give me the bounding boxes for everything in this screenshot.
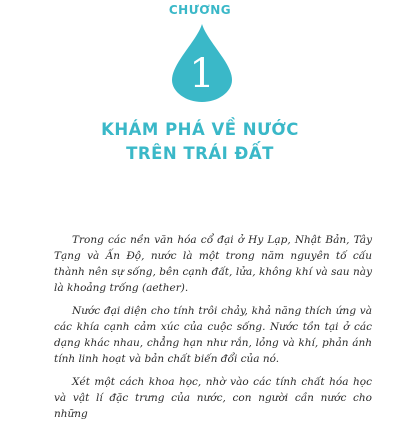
chapter-title xyxy=(0,118,400,166)
body-text xyxy=(54,232,372,429)
chapter-label: CHƯƠNG xyxy=(168,3,232,17)
chapter-number: 1 xyxy=(189,51,215,97)
chapter-title-line-2: TRÊN TRÁI ĐẤT xyxy=(126,144,274,163)
paragraph-2: Nước đại diện cho tính trôi chảy, khả năng thích ứng và các khía cạnh cảm xúc của cuộc sống. Nước tồn tại ở các dạng khác nhau, chẳng hạn như rắn, lỏng và khí, phản ánh tính linh hoạt và bản chất biến đổi của nó. xyxy=(54,305,372,365)
paragraph-3: Xét một cách khoa học, nhờ vào các tính chất hóa học và vật lí đặc trưng của nước, con người cần nước cho những xyxy=(54,376,372,420)
chapter-title-line-1: KHÁM PHÁ VỀ NƯỚC xyxy=(101,120,299,139)
paragraph-1: Trong các nền văn hóa cổ đại ở Hy Lạp, Nhật Bản, Tây Tạng và Ấn Độ, nước là một trong năm nguyên tố cấu thành nên sự sống, bên cạnh đất, lửa, không khí và sau này là khoảng trống (aether). xyxy=(54,234,372,294)
water-drop-icon xyxy=(171,24,233,102)
